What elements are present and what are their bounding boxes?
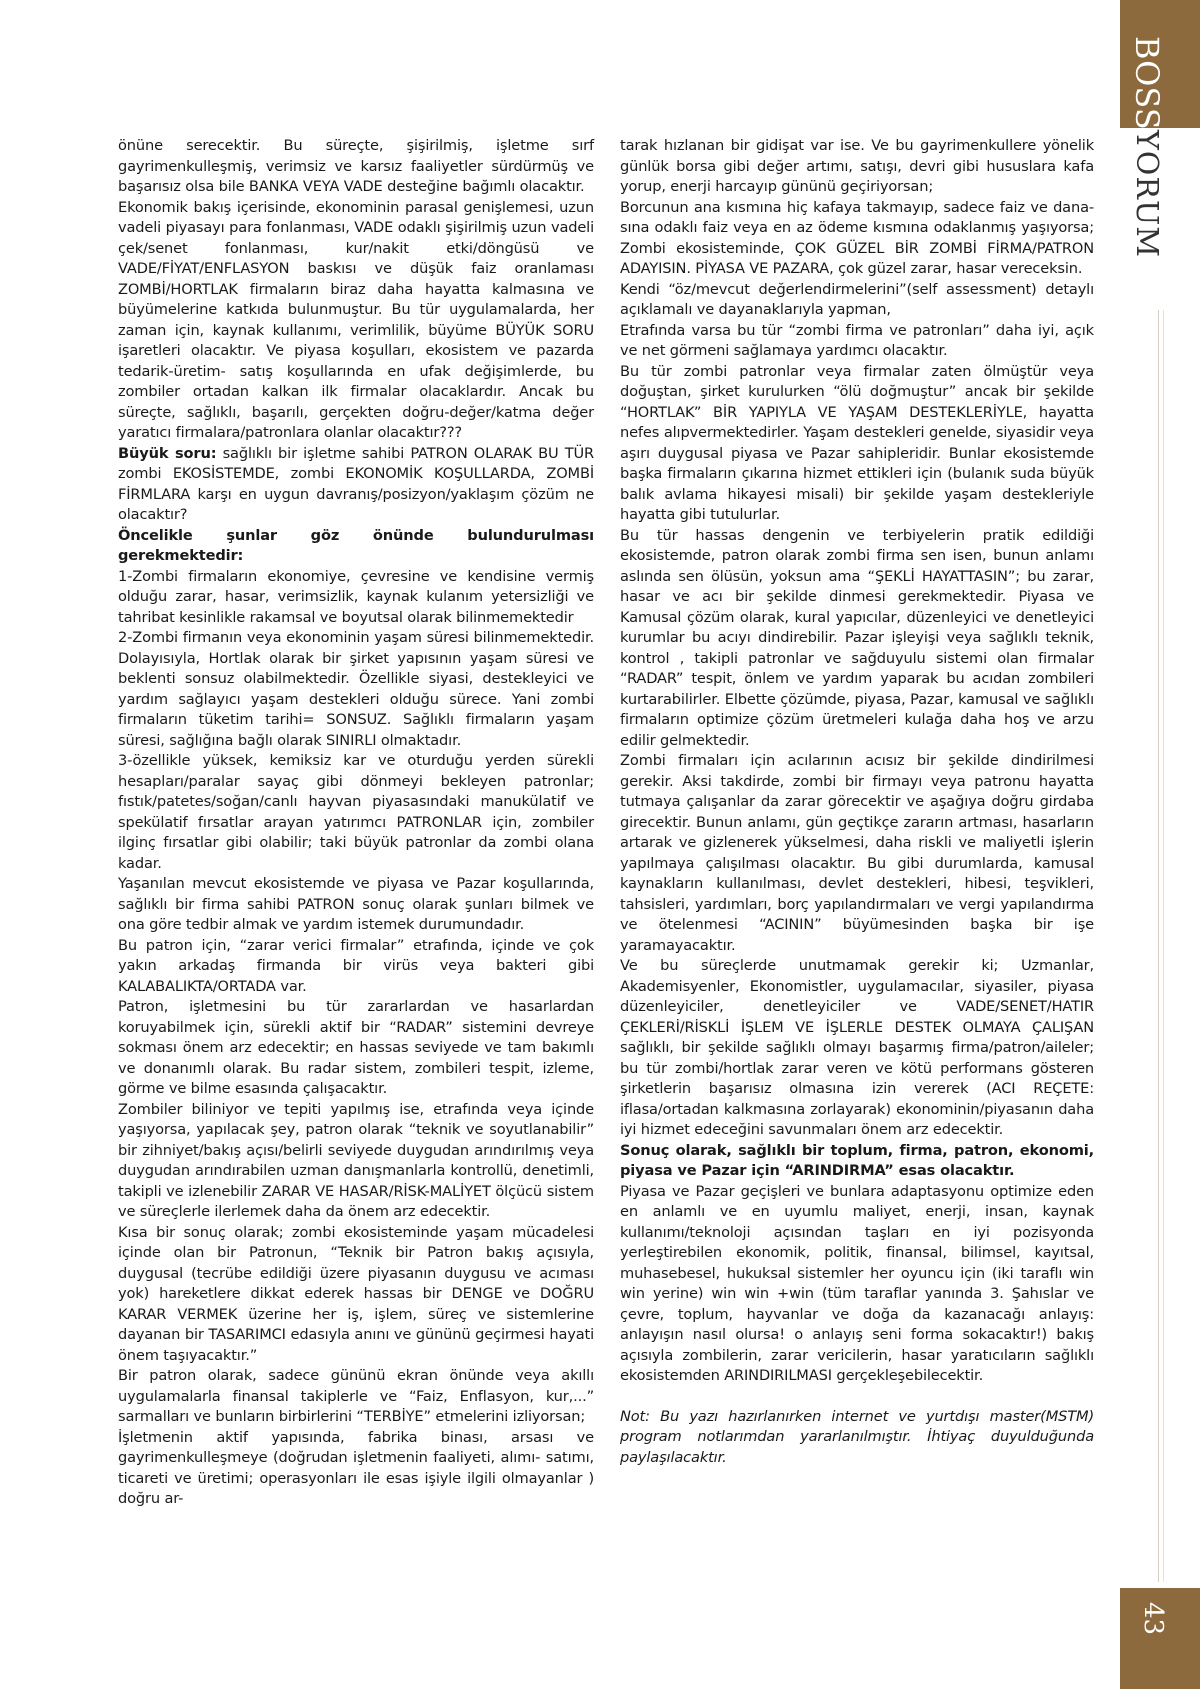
- paragraph: [620, 526, 1094, 752]
- paragraph: [118, 628, 594, 751]
- paragraph-text: Yaşanılan mevcut ekosistemde ve piyasa ve Pazar koşullarında, sağlıklı bir firma sahibi PATRON sonuç olarak şunları bilmek ve ona göre tedbir almak ve yardım istemek durumundadır.: [118, 875, 594, 933]
- paragraph: [118, 1223, 594, 1367]
- paragraph-lead: Öncelikle şunlar göz önünde bulundurulması gerekmektedir:: [118, 526, 594, 564]
- paragraph-lead: Sonuç olarak, sağlıklı bir toplum, firma, patron, ekonomi, piyasa ve Pazar için “ARINDIRMA” esas olacaktır.: [620, 1141, 1094, 1179]
- paragraph-text: Bu tür zombi patronlar veya firmalar zaten ölmüştür veya doğuştan, şirket kurulurken “ölü doğmuştur” ancak bir şekilde “HORTLAK” BİR YAPIYLA VE YAŞAM DESTEKLERİYLE, hayatta nefes alıpvermektedirler. Yaşam destekleri genelde, siyasidir veya aşırı duygusal piyasa ve Pazar sahipleridir. Bunlar ekosistemde başka firmaların çıkarına hizmet ettikleri için (bulanık suda büyük balık avlama hikayesi misali) bir şekilde yaşam destekleriyle hayatta gibi tutulurlar.: [620, 362, 1094, 523]
- paragraph-text: İşletmenin aktif yapısında, fabrika binası, arsası ve gayrimenkulleşmeye (doğrudan işletmenin faaliyeti, alımı- satımı, ticareti ve üretimi; operasyonları ile esas işiyle ilgili olmayanlar ) doğru ar-: [118, 1428, 594, 1507]
- paragraph-text: Bu patron için, “zarar verici firmalar” etrafında, içinde ve çok yakın arkadaş firmanda bir virüs veya bakteri gibi KALABALIKTA/ORTADA var.: [118, 936, 594, 995]
- article-right-column: [620, 136, 1094, 1468]
- paragraph-lead: Büyük soru:: [118, 444, 217, 462]
- paragraph-text: 2-Zombi firmanın veya ekonominin yaşam süresi bilinmemektedir. Dolayısıyla, Hortlak olarak bir şirket yapısının yaşam süresi ve beklenti sonsuz olabilmektedir. Özellikle siyasi, destekleyici ve yardım sağlayıcı yaşam destekleri olduğu sürece. Yani zombi firmaların tüketim tarihi= SONSUZ. Sağlıklı firmaların yaşam süresi, sağlığına bağlı olarak SINIRLI olmaktadır.: [118, 629, 594, 749]
- page-number: 43: [1138, 1602, 1168, 1636]
- paragraph: [620, 956, 1094, 1141]
- paragraph-text: Zombiler biliniyor ve tepiti yapılmış ise, etrafında veya içinde yaşıyorsa, yapılacak şey, patron olarak “teknik ve soyutlanabilir” bir zihniyet/bakış açısı/belirli seviyede duygudan arındırılmış veya duygudan arındırabilen uzman danışmanlarla kontrollü, denetimli, takipli ve izlenebilir ZARAR VE HASAR/RİSK-MALİYET ölçücü sistem ve süreçlerle ilerlemek daha da önem arz edecektir.: [118, 1100, 594, 1220]
- paragraph: [620, 362, 1094, 526]
- paragraph: [118, 874, 594, 936]
- paragraph-text: Kısa bir sonuç olarak; zombi ekosisteminde yaşam mücadelesi içinde olan bir Patronun, “Teknik bir Patron bakış açısıyla, duygusal (tecrübe edildiği üzere piyasanın duygusu ve acıması yok) hareketlere dikkat ederek hassas bir DENGE ve DOĞRU KARAR VERMEK üzerine her iş, işlem, süreç ve sistemlerine dayanan bir TASARIMCI edasıyla anını ve gününü geçirmesi hayati önem taşıyacaktır.”: [118, 1223, 594, 1364]
- paragraph: [620, 280, 1094, 321]
- paragraph-text: 1-Zombi firmaların ekonomiye, çevresine ve kendisine vermiş olduğu zarar, hasar, verimsizlik, kaynak kulanım yetersizliği ve tahribat kesinlikle rakamsal ve boyutsal olarak bilinmemektedir: [118, 567, 594, 626]
- paragraph-text: Piyasa ve Pazar geçişleri ve bunlara adaptasyonu optimize eden en anlamlı ve en uyumlu maliyet, enerji, insan, kaynak kullanımı/teknoloji açısından taşları en iyi pozisyonda yerleştirebilen ekonomik, politik, finansal, bilimsel, kayıtsal, muhasebesel, hukuksal sistemler her oyuncu için (iki taraflı win win yerine) win win +win (tüm taraflar yanında 3. Şahıslar ve çevre, toplum, hayvanlar ve doğa da kazanacağı anlayış: anlayışın nasıl olursa! o anlayış seni forma sokacaktır!) bakış açısıyla zombilerin, zarar vericilerin, hasar yaratıcıların sağlıklı ekosistemden ARINDIRILMASI gerçekleşebilecektir.: [620, 1182, 1094, 1384]
- paragraph-text: Zombi firmaları için acılarının acısız bir şekilde dindirilmesi gerekir. Aksi takdirde, zombi bir firmayı veya patronu hayatta tutmaya çalışanlar da zarar görecektir ve aşağıya doğru girdaba girecektir. Bunun anlamı, gün geçtikçe zararın artması, hasarların artarak ve gizlenerek yükselmesi, daha riskli ve maliyetli işlerin yapılmaya çalışılması olacaktır. Bu gibi durumlarda, kamusal kaynakların kullanılması, devlet destekleri, hibesi, teşvikleri, tahsisleri, yardımları, borç yapılandırmaları ve vergi yapılandırma ve ötelenmesi “ACININ” büyümesinden başka bir işe yaramayacaktır.: [620, 752, 1094, 954]
- paragraph: [118, 198, 594, 444]
- paragraph: [118, 1366, 594, 1428]
- article-left-column: [118, 136, 594, 1510]
- paragraph-text: Bir patron olarak, sadece gününü ekran önünde veya akıllı uygulamalarla finansal takiplerle ve “Faiz, Enflasyon, kur,...” sarmalları ve bunların birbirlerini “TERBİYE” etmelerini izliyorsan;: [118, 1367, 594, 1425]
- magazine-brand: BOSS: [1128, 36, 1166, 130]
- paragraph: [118, 1100, 594, 1223]
- paragraph-text: 3-özellikle yüksek, kemiksiz kar ve oturduğu yerden sürekli hesapları/paralar sayaç gibi dönmeyi bekleyen patronlar; fıstık/patetes/soğan/canlı hayvan piyasasındaki manukülatif ve spekülatif fırsatlar arayan yatırımcı PATRONLAR için, zombiler ilginç fırsatlar gibi olabilir; taki büyük patronlar da zombi olana kadar.: [118, 752, 594, 872]
- paragraph: [118, 136, 594, 198]
- paragraph: [620, 136, 1094, 198]
- paragraph: [620, 1182, 1094, 1387]
- vertical-rule-secondary: [1163, 310, 1164, 1582]
- paragraph-text: sağlıklı bir işletme sahibi PATRON OLARAK BU TÜR zombi EKOSİSTEMDE, zombi EKONOMİK KOŞULLARDA, ZOMBİ FİRMLARA karşı en uygun davranış/posizyon/yaklaşım çözüm ne olacaktır?: [118, 444, 594, 523]
- paragraph: [620, 751, 1094, 956]
- paragraph: [118, 751, 594, 874]
- paragraph: [118, 936, 594, 998]
- paragraph: [118, 526, 594, 567]
- paragraph: [118, 444, 594, 526]
- paragraph-text: Ve bu süreçlerde unutmamak gerekir ki; Uzmanlar, Akademisyenler, Ekonomistler, uygulamacılar, siyasiler, piyasa düzenleyiciler, denetleyiciler ve VADE/SENET/HATIR ÇEKLERİ/RİSKLİ İŞLEM VE İŞLERLE DESTEK OLMAYA ÇALIŞAN sağlıklı, bir şekilde sağlıklı olmayı başarmış firma/patron/aileler; bu tür zombi/hortlak zarar veren ve kötü performans gösteren şirketlerin başarısız olmasına izin vererek (ACI REÇETE: iflasa/ortadan kalkmasına zorlayarak) ekonominin/piyasanın daha iyi hizmet edeceğini savunmaları önem arz edecektir.: [620, 957, 1094, 1138]
- vertical-rule: [1158, 310, 1159, 1582]
- section-label: YORUM: [1129, 130, 1164, 258]
- paragraph: [118, 567, 594, 629]
- paragraph-text: Ekonomik bakış içerisinde, ekonominin parasal genişlemesi, uzun vadeli piyasayı para fonlanması, VADE odaklı şişirilmiş uzun vadeli çek/senet fonlanması, kur/nakit etki/döngüsü ve VADE/FİYAT/ENFLASYON baskısı ve düşük faiz oranlaması ZOMBİ/HORTLAK firmaların biraz daha hayatta kalmasına ve büyümelerine katkıda bulunmuştur. Bu tür uygulamalarda, her zaman için, kaynak kullanımı, verimlilik, büyüme BÜYÜK SORU işaretleri olacaktır. Ve piyasa koşulları, ekosistem ve pazarda tedarik-üretim- satış koşullarında en ufak değişimlerde, bu zombiler ortadan kalkan ilk firmalar olacaklardır. Ancak bu süreçte, sağlıklı, başarılı, gerçekten doğru-değer/katma değer yaratıcı firmalara/patronlara olanlar olacaktır???: [118, 198, 594, 441]
- paragraph: [620, 321, 1094, 362]
- paragraph-text: Patron, işletmesini bu tür zararlardan ve hasarlardan koruyabilmek için, sürekli aktif bir “RADAR” sistemini devreye sokması önem arz edecektir; en hassas seviyede ve tam bakımlı ve donanımlı olarak. Bu radar sistem, zombileri tespit, izleme, görme ve bilme esasında çalışacaktır.: [118, 998, 594, 1097]
- paragraph-text: Borcunun ana kısmına hiç kafaya takmayıp, sadece faiz ve dana-sına odaklı faiz veya en az ödeme kısmına odaklanmış yaşıyorsa; Zombi ekosisteminde, ÇOK GÜZEL BİR ZOMBİ FİRMA/PATRON ADAYISIN. PİYASA VE PAZARA, çok güzel zarar, hasar vereceksin.: [620, 198, 1094, 277]
- paragraph-text: Kendi “öz/mevcut değerlendirmelerini”(self assessment) detaylı açıklamalı ve dayanaklarıyla yapman,: [620, 280, 1094, 318]
- paragraph: [620, 1141, 1094, 1182]
- paragraph-text: Bu tür hassas dengenin ve terbiyelerin pratik edildiği ekosistemde, patron olarak zombi firma sen isen, bunun anlamı aslında sen ölüsün, yoksun ama “ŞEKLİ HAYATTASIN”; bu zarar, hasar ve acı bir şekilde dinmesi gerekmektedir. Piyasa ve Kamusal çözüm olarak, kural yapıcılar, düzenleyici ve denetleyici kurumlar bu acıyı dindirebilir. Pazar işleyişi veya sağlıklı teknik, kontrol , takipli patronlar ve sağduyulu sistemi olan firmalar “RADAR” tespit, önlem ve yardım yaparak bu acıdan zombileri kurtarabilirler. Elbette çözümde, piyasa, Pazar, kamusal ve sağlıklı firmaların optimize çözüm üretmeleri kulağa daha hoş ve arzu edilir gelmektedir.: [620, 526, 1094, 749]
- paragraph-text: Etrafında varsa bu tür “zombi firma ve patronları” daha iyi, açık ve net görmeni sağlamaya yardımcı olacaktır.: [620, 321, 1094, 359]
- footnote: Not: Bu yazı hazırlanırken internet ve yurtdışı master(MSTM) program notlarımdan yararlanılmıştır. İhtiyaç duyulduğunda paylaşılacaktır.: [620, 1407, 1094, 1466]
- paragraph: [620, 198, 1094, 280]
- paragraph: [118, 1428, 594, 1510]
- paragraph: [118, 997, 594, 1100]
- paragraph-text: önüne serecektir. Bu süreçte, şişirilmiş, işletme sırf gayrimenkulleşmiş, verimsiz ve karsız faaliyetler sürdürmüş ve başarısız olsa bile BANKA VEYA VADE desteğine bağımlı olacaktır.: [118, 137, 594, 195]
- paragraph-text: tarak hızlanan bir gidişat var ise. Ve bu gayrimenkullere yönelik günlük borsa gibi değer artımı, satışı, devri gibi hususlara kafa yorup, enerji harcayıp gününü geçiriyorsan;: [620, 137, 1094, 195]
